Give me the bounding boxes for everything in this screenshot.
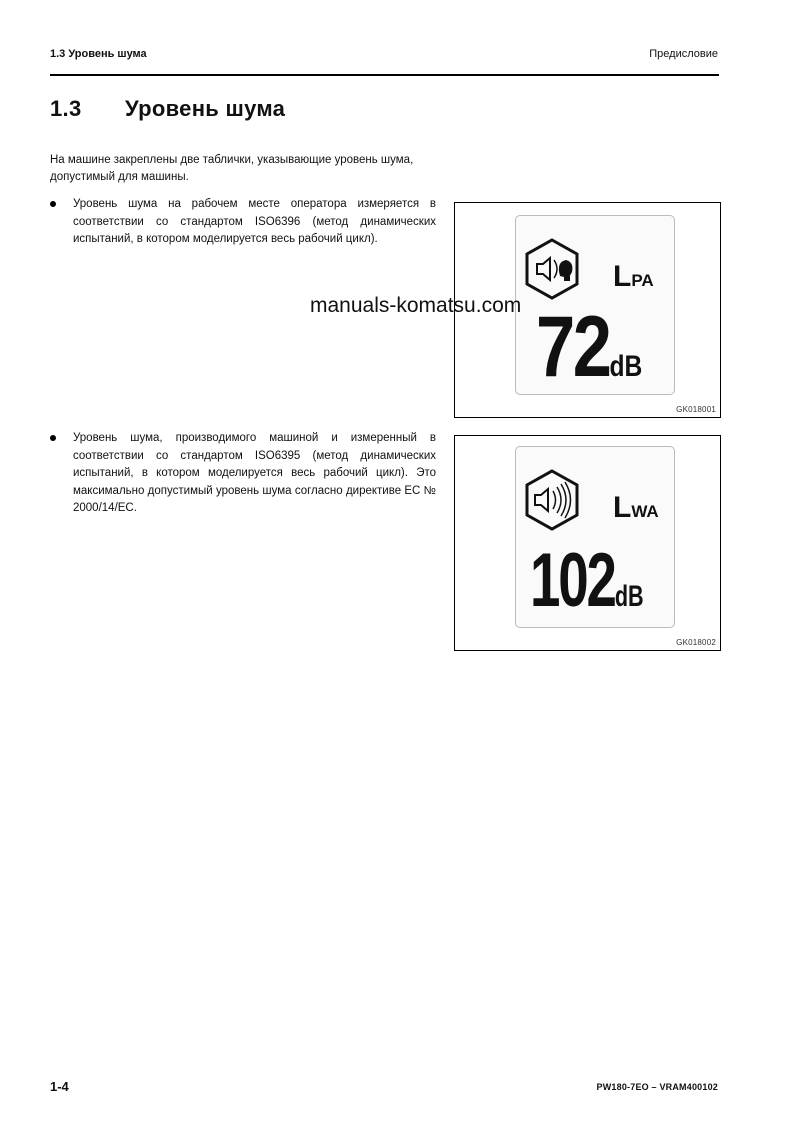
plate-label: [613, 491, 659, 525]
list-item-operator-noise: [50, 196, 436, 249]
value-unit: dB: [614, 580, 644, 613]
title-text: Уровень шума: [125, 96, 286, 121]
noise-value: [530, 537, 644, 624]
title-number: 1.3: [50, 96, 82, 121]
noise-plate: [515, 215, 675, 395]
value-unit: dB: [609, 350, 643, 383]
page-number: 1-4: [50, 1079, 69, 1094]
bullet-text: Уровень шума на рабочем месте оператора измеряется в соответствии со стандартом ISO6396 (метод динамических испытаний, в котором моделируется весь рабочий цикл).: [73, 198, 436, 245]
label-main: L: [613, 491, 632, 524]
bullet-text: Уровень шума, производимого машиной и измеренный в соответствии со стандартом ISO6395 (метод динамических испытаний, в котором моделируется весь рабочий цикл). Это максимально допустимый уровень шума согласно директиве ЕС № 2000/14/ЕС.: [73, 432, 436, 514]
bullet-dot: [50, 201, 56, 207]
bullet-dot: [50, 435, 56, 441]
label-sub: WA: [631, 502, 659, 521]
figure-code: GK018002: [676, 638, 716, 647]
value-number: 72: [536, 299, 610, 395]
header-section-label: 1.3 Уровень шума: [50, 48, 147, 60]
noise-value: [536, 298, 642, 397]
list-item-machine-noise: [50, 430, 436, 518]
watermark-text: manuals-komatsu.com: [310, 294, 522, 317]
speaker-ear-hexagon-icon: [524, 238, 580, 300]
label-sub: PA: [631, 271, 654, 290]
header-divider: [50, 74, 719, 76]
figure-code: GK018001: [676, 405, 716, 414]
document-code: PW180-7EO – VRAM400102: [596, 1082, 718, 1092]
intro-paragraph: На машине закреплены две таблички, указывающие уровень шума, допустимый для машины.: [50, 154, 414, 183]
plate-label: [613, 260, 654, 294]
page-title: [50, 96, 285, 122]
figure-lwa-plate: [454, 435, 721, 651]
noise-plate: [515, 446, 675, 628]
value-number: 102: [530, 538, 615, 623]
header-chapter-label: Предисловие: [649, 48, 718, 60]
speaker-wave-hexagon-icon: [524, 469, 580, 531]
label-main: L: [613, 260, 632, 293]
